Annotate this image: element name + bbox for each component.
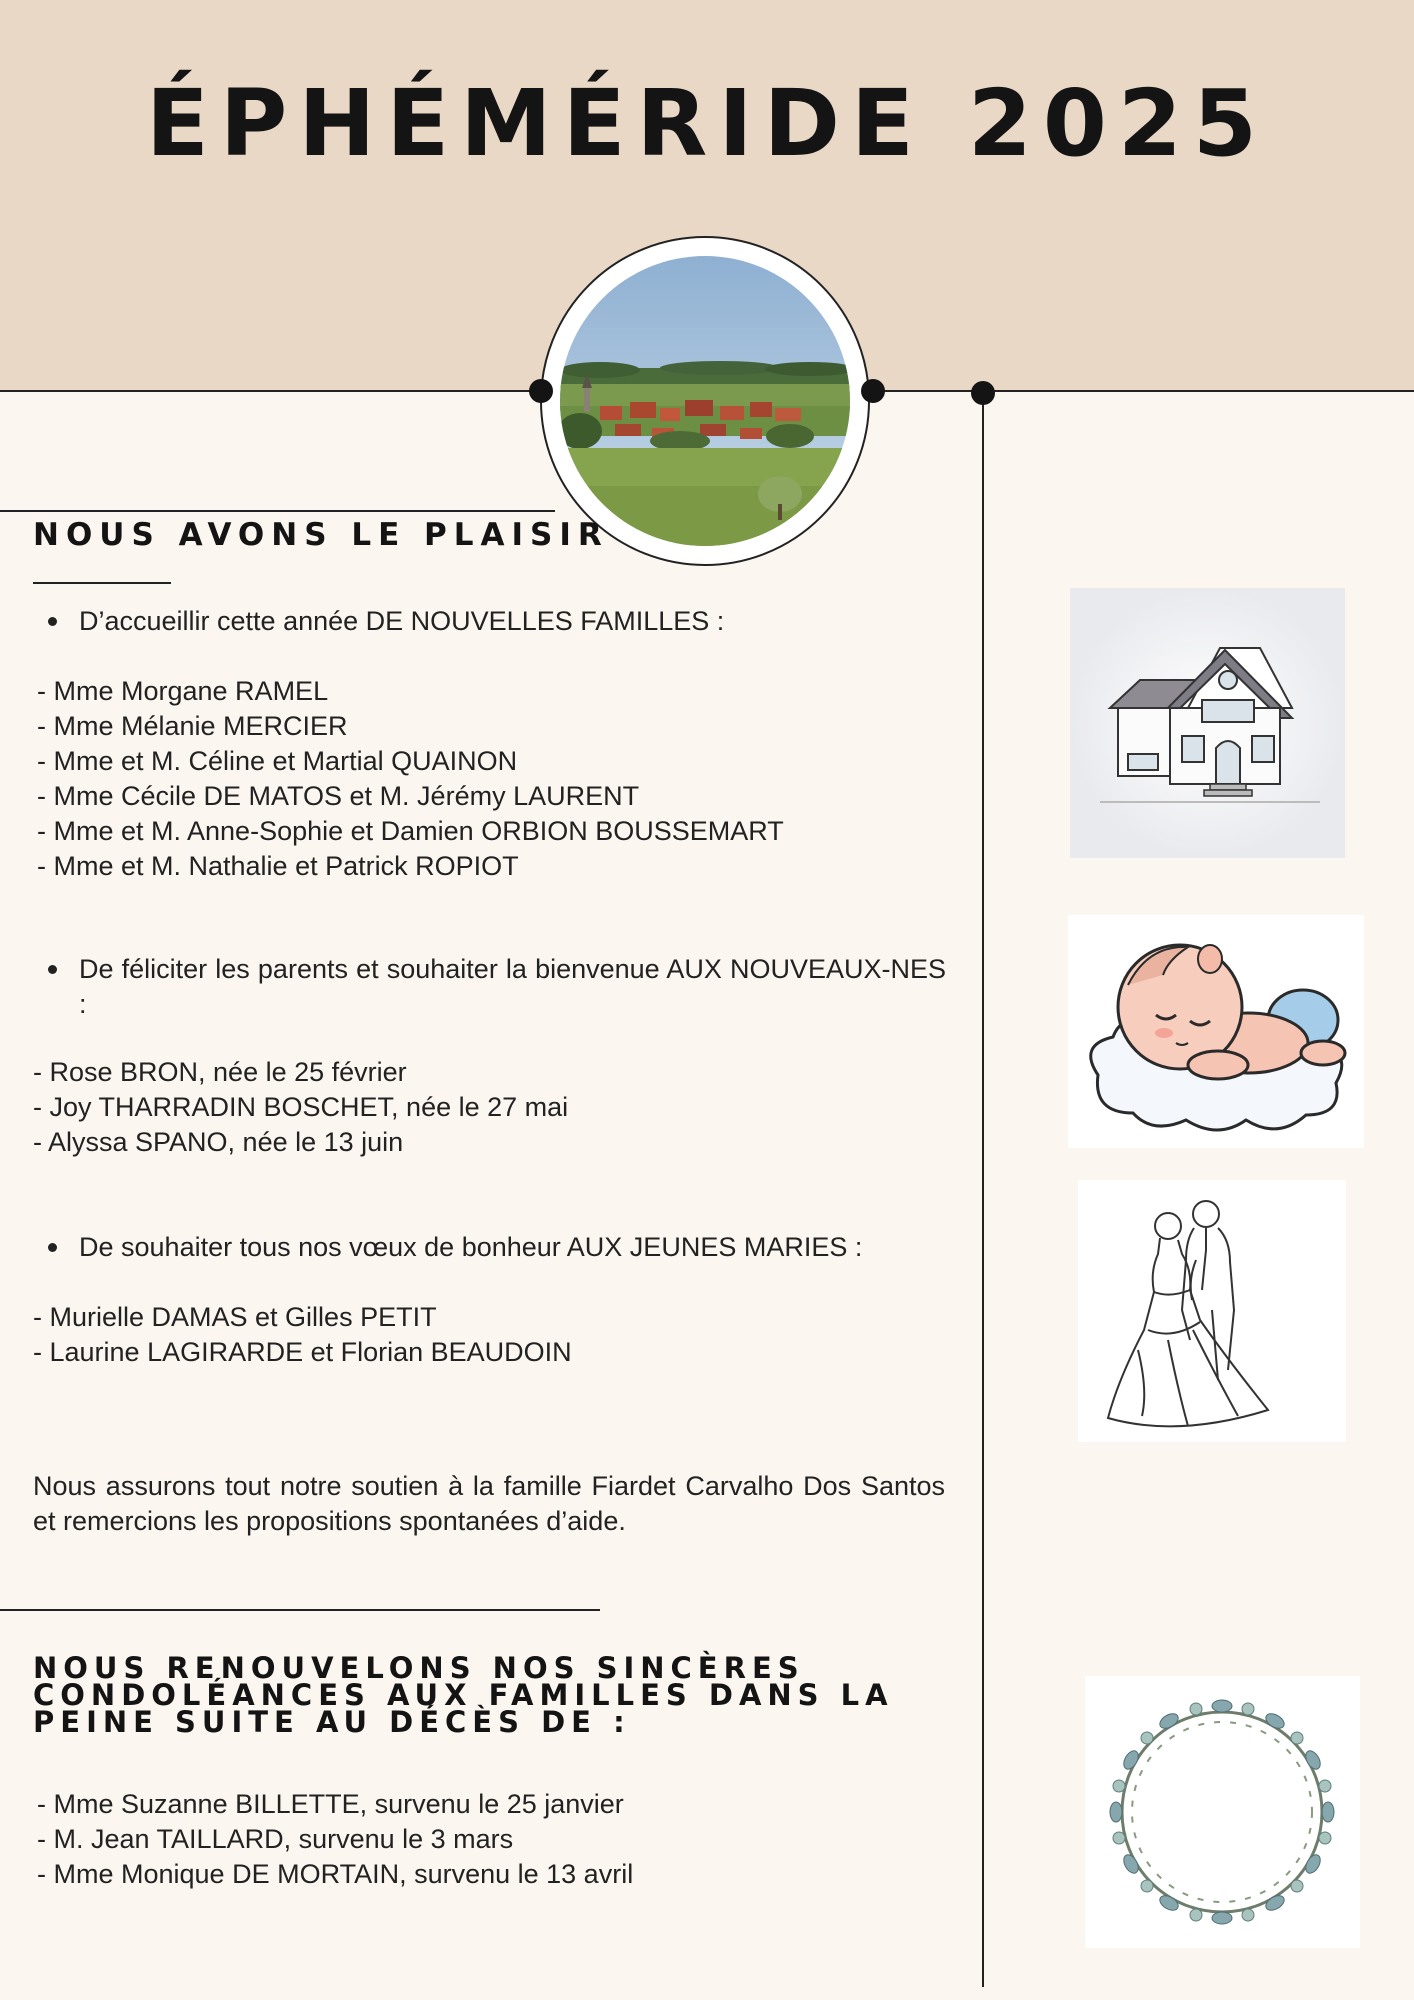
- section-title-plaisir: NOUS AVONS LE PLAISIR: [33, 517, 609, 553]
- families-list: [37, 674, 784, 884]
- deaths-list: [37, 1787, 633, 1892]
- list-item: - M. Jean TAILLARD, survenu le 3 mars: [37, 1824, 514, 1854]
- section-separator: [0, 1609, 600, 1611]
- list-item: - Mme et M. Nathalie et Patrick ROPIOT: [37, 851, 519, 881]
- weddings-intro-text: De souhaiter tous nos vœux de bonheur AUX JEUNES MARIES :: [79, 1232, 863, 1262]
- bullet-dot: [48, 617, 57, 626]
- house-illustration: [1070, 588, 1345, 858]
- section-title-rule: [0, 510, 555, 512]
- weddings-list: [33, 1300, 572, 1370]
- bullet-dot: [48, 965, 57, 974]
- weddings-intro: [48, 1230, 946, 1265]
- baby-illustration: [1068, 915, 1364, 1148]
- list-item: - Rose BRON, née le 25 février: [33, 1057, 407, 1087]
- list-item: - Mme Monique DE MORTAIN, survenu le 13 avril: [37, 1859, 634, 1889]
- support-paragraph: Nous assurons tout notre soutien à la famille Fiardet Carvalho Dos Santos et remercions les propositions spontanées d’aide.: [33, 1471, 945, 1536]
- list-item: - Alyssa SPANO, née le 13 juin: [33, 1127, 404, 1157]
- births-list: [33, 1055, 568, 1160]
- list-item: - Laurine LAGIRARDE et Florian BEAUDOIN: [33, 1337, 572, 1367]
- births-intro-text: De féliciter les parents et souhaiter la bienvenue AUX NOUVEAUX-NES :: [79, 954, 946, 1019]
- page-title: ÉPHÉMÉRIDE 2025: [146, 70, 1268, 177]
- list-item: - Mme Suzanne BILLETTE, survenu le 25 janvier: [37, 1789, 624, 1819]
- list-item: - Mme Cécile DE MATOS et M. Jérémy LAURENT: [37, 781, 640, 811]
- births-intro: [48, 952, 946, 1022]
- section-title-underline: [33, 582, 171, 584]
- list-item: - Joy THARRADIN BOSCHET, née le 27 mai: [33, 1092, 569, 1122]
- wreath-illustration: [1085, 1676, 1360, 1948]
- bullet-dot: [48, 1243, 57, 1252]
- section-title-condoleances: NOUS RENOUVELONS NOS SINCÈRES CONDOLÉANCES AUX FAMILLES DANS LA PEINE SUITE AU DÉCÈS DE :: [33, 1651, 894, 1739]
- timeline-dot-middle: [861, 379, 885, 403]
- village-photo: [560, 256, 850, 546]
- families-intro: [48, 604, 946, 639]
- timeline-dot-left: [529, 379, 553, 403]
- list-item: - Mme Mélanie MERCIER: [37, 711, 348, 741]
- families-intro-text: D’accueillir cette année DE NOUVELLES FAMILLES :: [79, 606, 725, 636]
- list-item: - Mme et M. Céline et Martial QUAINON: [37, 746, 518, 776]
- wedding-couple-illustration: [1078, 1180, 1346, 1442]
- list-item: - Murielle DAMAS et Gilles PETIT: [33, 1302, 437, 1332]
- list-item: - Mme Morgane RAMEL: [37, 676, 329, 706]
- timeline-dot-right: [971, 381, 995, 405]
- list-item: - Mme et M. Anne-Sophie et Damien ORBION BOUSSEMART: [37, 816, 784, 846]
- column-divider: [982, 392, 984, 1987]
